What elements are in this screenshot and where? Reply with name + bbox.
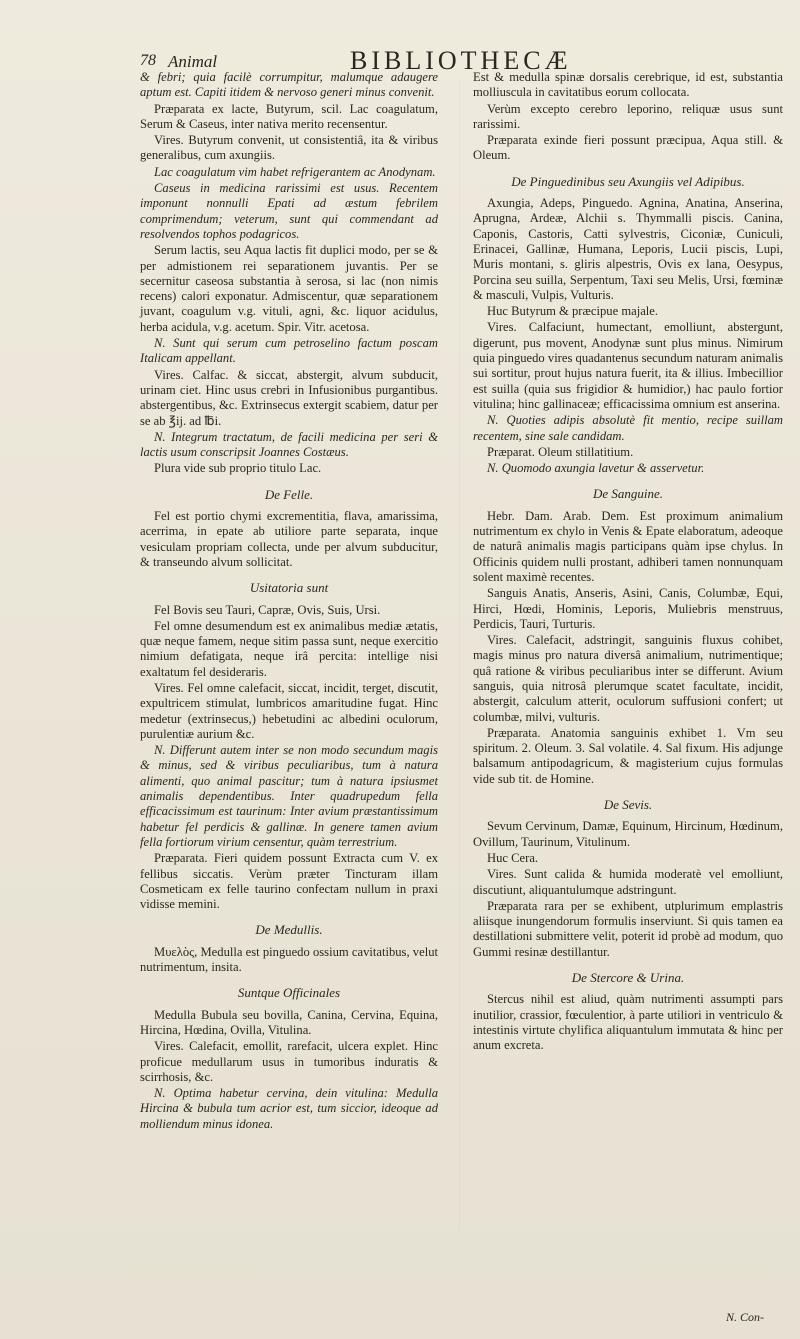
paragraph: Vires. Butyrum convenit, ut consistentiâ, ita & viribus generalibus, cum axungiis. (140, 133, 438, 163)
paragraph: Huc Cera. (487, 850, 539, 865)
paragraph: Fel Bovis seu Tauri, Capræ, Ovis, Suis, Ursi. (154, 602, 381, 617)
section-heading: Usitatoria sunt (249, 580, 329, 596)
paragraph: Vires. Calfaciunt, humectant, emolliunt, abstergunt, digerunt, pus movent, Anodynæ sunt plus minus. Nimirum quia pinguedo vires quadantenus secundum naturam animalis sui sortitur, prout hujus natura fuerit, ita & illius. Imbecillior est suilla (quia sus frigidior & humidior,) hac paulo fortior vitulina; hinc gallinaceæ; efficacissima omnium est anserina. (473, 320, 783, 411)
running-head-title: BIBLIOTHECÆ (350, 46, 572, 75)
section-heading: De Pinguedinibus seu Axungiis vel Adipibus. (511, 173, 745, 189)
paragraph: Serum lactis, seu Aqua lactis fit duplici modo, per se & per admistionem rei separationem juvantis. Per se secernitur caseosa substantia à serosa, si lac (non nimis recens) calori exponatur. Admiscentur, quæ separationem juvant, coagulum v.g. vituli, agni, &c. liquor acidulus, herba acidula, v.g. acetum. Spir. Vitr. acetosa. (140, 243, 438, 334)
paragraph: Præparata. Anatomia sanguinis exhibet 1. Vm seu spiritum. 2. Oleum. 3. Sal volatile. 4. Sal fixum. His adjunge balsamum antipodagricum, & magisterium cujus formulas vide sub tit. de Homine. (473, 725, 783, 786)
section-heading: Suntque Officinales (237, 985, 341, 1001)
section-heading: De Sevis. (603, 797, 653, 813)
section-heading: De Stercore & Urina. (571, 970, 685, 986)
paragraph: Fel omne desumendum est ex animalibus mediæ ætatis, quæ neque famem, neque sitim passa sunt, neque exercitio nimium defatigata, neque irâ percita: intellige nisi exaltatum fel desideraris. (140, 618, 438, 679)
paragraph: Præparata ex lacte, Butyrum, scil. Lac coagulatum, Serum & Caseus, inter nativa merito recensentur. (140, 101, 438, 131)
paragraph: Huc Butyrum & præcipue majale. (487, 304, 659, 319)
paragraph: Plura vide sub proprio titulo Lac. (154, 461, 322, 476)
paragraph: Sevum Cervinum, Damæ, Equinum, Hircinum, Hœdinum, Ovillum, Taurinum, Vitulinum. (473, 819, 783, 849)
section-heading: De Medullis. (255, 922, 323, 938)
paragraph: Vires. Calefacit, emollit, rarefacit, ulcera explet. Hinc proficue medullarum usus in tumoribus induratis & scirrhosis, &c. (140, 1039, 438, 1084)
paragraph: Vires. Sunt calida & humida moderatè vel emolliunt, discutiunt, aliquantulumque adstringunt. (473, 867, 783, 897)
running-head-left: Animal (168, 52, 218, 71)
paragraph: Vires. Calefacit, adstringit, sanguinis fluxus cohibet, magis minus pro natura diversâ animalium, nutrimentique; quâ ratione & viribus peculiaribus inter se differunt. Avium sanguis, quia nitrosâ plerumque scatet facultate, incidit, abstergit, calculum atterit, oculorum suffusioni confert; ut columbæ, milvi, vulturis. (473, 633, 783, 724)
running-header (140, 38, 780, 74)
paragraph: Præparata. Fieri quidem possunt Extracta cum V. ex fellibus siccatis. Verùm præter Tincturam illam Cosmeticam ex felle taurino confectam nullum in praxi vidisse memini. (140, 851, 438, 912)
paragraph: Vires. Calfac. & siccat, abstergit, alvum subducit, urinam ciet. Hinc usus crebri in Infusionibus purgantibus. abstergentibus, &c. Extrinsecus extergit scabiem, datur per se ab ℥ij. ad ℔i. (140, 367, 438, 428)
paragraph: Vires. Fel omne calefacit, siccat, incidit, terget, discutit, expultricem stimulat, lumbricos amaritudine fugat. Hinc medetur (extrinsecus,) hebetudini ac albedini oculorum, purulentiæ aurium &c. (140, 680, 438, 741)
section-heading: De Felle. (264, 486, 314, 502)
paragraph: Præparata rara per se exhibent, utplurimum emplastris aliisque inungendorum formulis inserviunt. Si quis tamen ea destillationi submittere velit, poterit id probè ad modum, quo Gummi resinæ destillantur. (473, 898, 783, 959)
paragraph: N. Integrum tractatum, de facili medicina per seri & lactis usum conscripsit Joannes Costæus. (140, 429, 438, 460)
paragraph: Præparata exinde fieri possunt præcipua, Aqua still. & Oleum. (473, 133, 783, 163)
paragraph: Verùm excepto cerebro leporino, reliquæ usus sunt rarissimi. (473, 101, 783, 131)
paragraph: N. Sunt qui serum cum petroselino factum poscam Italicam appellant. (140, 336, 438, 366)
paragraph: N. Optima habetur cervina, dein vitulina: Medulla Hircina & bubula tum acrior est, tum siccior, ideoque ad molliendum minus idonea. (140, 1086, 438, 1131)
paragraph: Est & medulla spinæ dorsalis cerebrique, id est, substantia molliuscula in cavitatibus eorum collocata. (473, 70, 783, 100)
paragraph: Stercus nihil est aliud, quàm nutrimenti assumpti pars inutilior, crassior, fœculentior, à parte utiliori in ventriculo & intestinis virtute chylifica aliquantulum immutata & hinc per anum excreta. (473, 992, 783, 1053)
paragraph: Sanguis Anatis, Anseris, Asini, Canis, Columbæ, Equi, Hirci, Hœdi, Hominis, Leporis, Muliebris menstruus, Perdicis, Tauri, Turturis. (473, 586, 783, 631)
left-column (140, 70, 438, 1133)
paragraph: Medulla Bubula seu bovilla, Canina, Cervina, Equina, Hircina, Hœdina, Ovilla, Vitulina. (140, 1007, 438, 1037)
paragraph: N. Quoties adipis absolutè fit mentio, recipe suillam recentem, sine sale candidam. (473, 413, 783, 443)
paragraph: Caseus in medicina rarissimi est usus. Recentem imponunt nonnulli Epati ad æstum febrilem comprimendum; veterum, sunt qui commendant ad resolvendos tophos podagricos. (140, 181, 438, 241)
paragraph: Lac coagulatum vim habet refrigerantem ac Anodynam. (154, 164, 436, 179)
paragraph: Hebr. Dam. Arab. Dem. Est proximum animalium nutrimentum ex chylo in Venis & Epate elaboratum, adeoque de naturâ animalis magis participans quàm ipse chylus. In Officinis quidem nulli prostant, adhiberi tamen nonnunquam solent maximè recentes. (473, 508, 783, 584)
paragraph: Fel est portio chymi excrementitia, flava, amarissima, acerrima, in epate ab utiliore parte separata, inque vesiculam propriam collecta, unde per alvum subducitur, & transeundo alvum sollicitat. (140, 509, 438, 569)
paragraph: N. Differunt autem inter se non modo secundum magis & minus, sed & viribus peculiaribus, tum à natura alimenti, quo animal pascitur; tum à natura ipsiusmet animalis dependentibus. Inter quadrupedum fella efficacissimum est taurinum: Inter avium præstantissimum habetur fel perdicis & gallinæ. In genere tamen avium fella fortiorum virium censentur, quàm terrestrium. (140, 743, 438, 849)
paragraph: Præparat. Oleum stillatitium. (487, 444, 634, 459)
paragraph: Μυελὸς, Medulla est pinguedo ossium cavitatibus, velut nutrimentum, insita. (140, 944, 438, 975)
paragraph: & febri; quia facilè corrumpitur, malumque adaugere aptum est. Capiti itidem & nervoso generi minus convenit. (140, 70, 438, 100)
paragraph: Axungia, Adeps, Pinguedo. Agnina, Anatina, Anserina, Aprugna, Ardeæ, Alchii s. Thymmalli piscis. Canina, Caponis, Castoris, Catti sylvestris, Ciconiæ, Cuniculi, Erinacei, Gallinæ, Humana, Leporis, Lucii piscis, Lupi, Muris montani, s. gliris alpestris, Ovis ex lana, Oesypus, Porcina seu suilla, Serpentum, Taxi seu Melis, Ursi, fœminæ & masculi, Vulpis, Vulturis. (473, 196, 783, 302)
section-heading: De Sanguine. (592, 486, 664, 502)
column-gutter (459, 80, 460, 1230)
right-column (473, 70, 783, 1055)
page-number: 78 (140, 52, 156, 69)
catchword: N. Con- (725, 1310, 764, 1324)
paragraph: N. Quomodo axungia lavetur & asservetur. (487, 461, 705, 476)
